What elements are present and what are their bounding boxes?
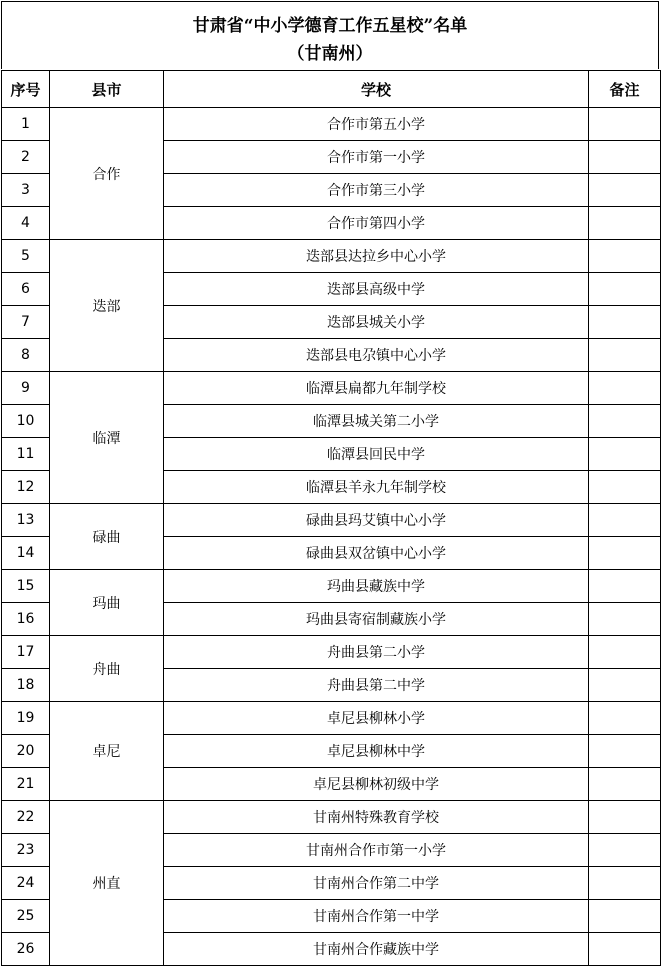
school-name-cell: 迭部县达拉乡中心小学 xyxy=(164,240,589,273)
county-cell: 临潭 xyxy=(50,372,164,504)
school-name-cell: 甘南州合作藏族中学 xyxy=(164,933,589,966)
row-number: 11 xyxy=(2,438,50,471)
note-cell xyxy=(589,207,661,240)
school-name-cell: 甘南州特殊教育学校 xyxy=(164,801,589,834)
note-cell xyxy=(589,306,661,339)
note-cell xyxy=(589,669,661,702)
county-cell: 合作 xyxy=(50,108,164,240)
table-row xyxy=(2,702,661,735)
school-name-cell: 迭部县电尕镇中心小学 xyxy=(164,339,589,372)
row-number: 1 xyxy=(2,108,50,141)
school-name-cell: 甘南州合作市第一小学 xyxy=(164,834,589,867)
note-cell xyxy=(589,834,661,867)
row-number: 8 xyxy=(2,339,50,372)
note-cell xyxy=(589,735,661,768)
row-number: 14 xyxy=(2,537,50,570)
school-name-cell: 合作市第五小学 xyxy=(164,108,589,141)
note-cell xyxy=(589,339,661,372)
school-name-cell: 碌曲县双岔镇中心小学 xyxy=(164,537,589,570)
note-cell xyxy=(589,108,661,141)
note-cell xyxy=(589,372,661,405)
row-number: 19 xyxy=(2,702,50,735)
row-number: 24 xyxy=(2,867,50,900)
school-name-cell: 卓尼县柳林初级中学 xyxy=(164,768,589,801)
row-number: 21 xyxy=(2,768,50,801)
row-number: 3 xyxy=(2,174,50,207)
school-name-cell: 合作市第四小学 xyxy=(164,207,589,240)
note-cell xyxy=(589,636,661,669)
note-cell xyxy=(589,867,661,900)
school-name-cell: 玛曲县藏族中学 xyxy=(164,570,589,603)
table-row xyxy=(2,570,661,603)
school-name-cell: 合作市第三小学 xyxy=(164,174,589,207)
note-cell xyxy=(589,240,661,273)
row-number: 26 xyxy=(2,933,50,966)
county-cell: 舟曲 xyxy=(50,636,164,702)
school-list-table xyxy=(1,70,661,966)
school-name-cell: 合作市第一小学 xyxy=(164,141,589,174)
row-number: 17 xyxy=(2,636,50,669)
school-name-cell: 临潭县城关第二小学 xyxy=(164,405,589,438)
row-number: 13 xyxy=(2,504,50,537)
header-county: 县市 xyxy=(50,71,164,108)
header-school: 学校 xyxy=(164,71,589,108)
note-cell xyxy=(589,471,661,504)
note-cell xyxy=(589,273,661,306)
table-header-row xyxy=(2,71,661,108)
county-cell: 迭部 xyxy=(50,240,164,372)
note-cell xyxy=(589,537,661,570)
note-cell xyxy=(589,900,661,933)
note-cell xyxy=(589,570,661,603)
header-note: 备注 xyxy=(589,71,661,108)
county-cell: 碌曲 xyxy=(50,504,164,570)
school-name-cell: 迭部县城关小学 xyxy=(164,306,589,339)
row-number: 23 xyxy=(2,834,50,867)
note-cell xyxy=(589,141,661,174)
school-name-cell: 临潭县羊永九年制学校 xyxy=(164,471,589,504)
school-name-cell: 舟曲县第二小学 xyxy=(164,636,589,669)
table-row xyxy=(2,240,661,273)
school-name-cell: 甘南州合作第一中学 xyxy=(164,900,589,933)
note-cell xyxy=(589,768,661,801)
school-name-cell: 迭部县高级中学 xyxy=(164,273,589,306)
table-body xyxy=(2,108,661,966)
row-number: 22 xyxy=(2,801,50,834)
note-cell xyxy=(589,801,661,834)
table-row xyxy=(2,504,661,537)
document-title: 甘肃省“中小学德育工作五星校”名单 xyxy=(192,16,468,36)
row-number: 2 xyxy=(2,141,50,174)
school-name-cell: 卓尼县柳林中学 xyxy=(164,735,589,768)
row-number: 12 xyxy=(2,471,50,504)
row-number: 7 xyxy=(2,306,50,339)
row-number: 5 xyxy=(2,240,50,273)
note-cell xyxy=(589,702,661,735)
row-number: 18 xyxy=(2,669,50,702)
row-number: 25 xyxy=(2,900,50,933)
document-subtitle: （甘南州） xyxy=(287,44,373,64)
school-name-cell: 临潭县回民中学 xyxy=(164,438,589,471)
county-cell: 州直 xyxy=(50,801,164,966)
school-name-cell: 甘南州合作第二中学 xyxy=(164,867,589,900)
header-no: 序号 xyxy=(2,71,50,108)
row-number: 15 xyxy=(2,570,50,603)
school-name-cell: 卓尼县柳林小学 xyxy=(164,702,589,735)
row-number: 6 xyxy=(2,273,50,306)
note-cell xyxy=(589,504,661,537)
row-number: 16 xyxy=(2,603,50,636)
table-row xyxy=(2,636,661,669)
note-cell xyxy=(589,174,661,207)
title-block xyxy=(1,1,659,69)
row-number: 20 xyxy=(2,735,50,768)
county-cell: 玛曲 xyxy=(50,570,164,636)
note-cell xyxy=(589,405,661,438)
school-name-cell: 碌曲县玛艾镇中心小学 xyxy=(164,504,589,537)
school-name-cell: 舟曲县第二中学 xyxy=(164,669,589,702)
table-row xyxy=(2,801,661,834)
table-row xyxy=(2,372,661,405)
table-row xyxy=(2,108,661,141)
school-name-cell: 玛曲县寄宿制藏族小学 xyxy=(164,603,589,636)
note-cell xyxy=(589,933,661,966)
county-cell: 卓尼 xyxy=(50,702,164,801)
row-number: 10 xyxy=(2,405,50,438)
note-cell xyxy=(589,438,661,471)
row-number: 9 xyxy=(2,372,50,405)
school-name-cell: 临潭县扁都九年制学校 xyxy=(164,372,589,405)
note-cell xyxy=(589,603,661,636)
row-number: 4 xyxy=(2,207,50,240)
